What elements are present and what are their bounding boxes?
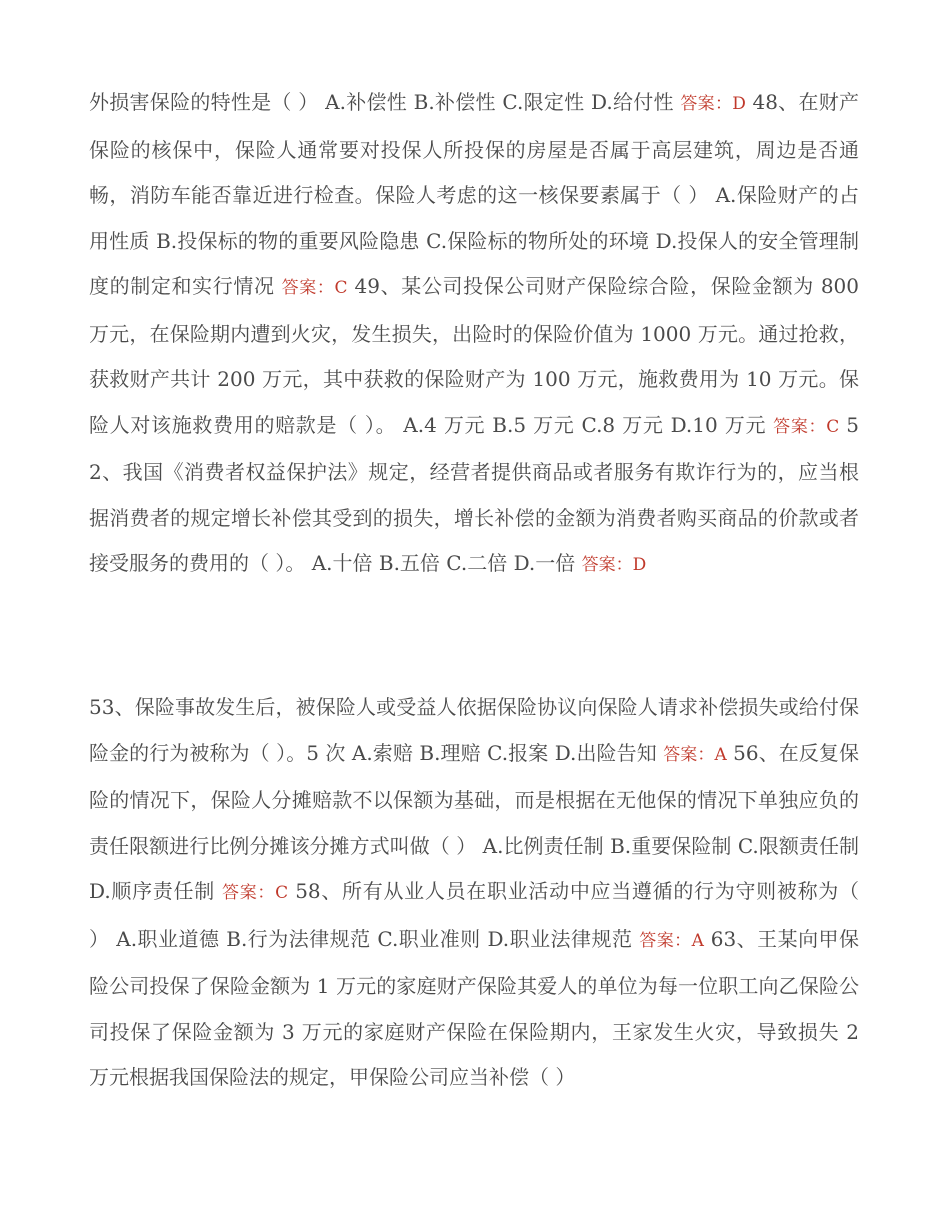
question-text: 48、在财产保险的核保中，保险人通常要对投保人所投保的房屋是否属于高层建筑，周边是否通畅，消防车能否靠近进行检查。保险人考虑的这一核保要素属于（ ） A.保险财产的占用性质 B.投保标的物的重要风险隐患 C.保险标的物所处的环境 D.投保人的安全管理制度的制定和实行情况: [89, 90, 859, 298]
answer-label: 答案：D: [680, 94, 746, 114]
question-text: 外损害保险的特性是（ ） A.补偿性 B.补偿性 C.限定性 D.给付性: [89, 90, 681, 114]
question-text: 52、我国《消费者权益保护法》规定，经营者提供商品或者服务有欺诈行为的，应当根据消费者的规定增长补偿其受到的损失，增长补偿的金额为消费者购买商品的价款或者接受服务的费用的（ ）。 A.十倍 B.五倍 C.二倍 D.一倍: [89, 412, 859, 575]
question-paragraph-1: [89, 80, 859, 589]
answer-label: 答案：D: [581, 555, 647, 575]
answer-label: 答案：A: [639, 930, 704, 951]
question-paragraph-2: [89, 685, 859, 1101]
answer-label: 答案：C: [773, 416, 840, 437]
question-text: 58、所有从业人员在职业活动中应当遵循的行为守则被称为（ ） A.职业道德 B.行为法律规范 C.职业准则 D.职业法律规范: [89, 879, 859, 951]
question-text: 63、王某向甲保险公司投保了保险金额为 1 万元的家庭财产保险其爱人的单位为每一位职工向乙保险公司投保了保险金额为 3 万元的家庭财产保险在保险期内，王家发生火灾，导致损失 2 万元根据我国保险法的规定，甲保险公司应当补偿（ ）: [89, 926, 860, 1089]
answer-label: 答案：C: [221, 883, 289, 903]
answer-label: 答案：C: [281, 278, 348, 298]
question-text: 53、保险事故发生后，被保险人或受益人依据保险协议向保险人请求补偿损失或给付保险金的行为被称为（ ）。5 次 A.索赔 B.理赔 C.报案 D.出险告知: [89, 695, 859, 765]
question-text: 56、在反复保险的情况下，保险人分摊赔款不以保额为基础，而是根据在无他保的情况下单独应负的责任限额进行比例分摊该分摊方式叫做（ ） A.比例责任制 B.重要保险制 C.限额责任制 D.顺序责任制: [89, 740, 859, 903]
question-text: 49、某公司投保公司财产保险综合险，保险金额为 800 万元，在保险期内遭到火灾，发生损失，出险时的保险价值为 1000 万元。通过抢救，获救财产共计 200 万元，其中获救的保险财产为 100 万元，施救费用为 10 万元。保险人对该施救费用的赔款是（ ）。 A.4 万元 B.5 万元 C.8 万元 D.10 万元: [89, 274, 860, 437]
answer-label: 答案：A: [663, 744, 727, 765]
